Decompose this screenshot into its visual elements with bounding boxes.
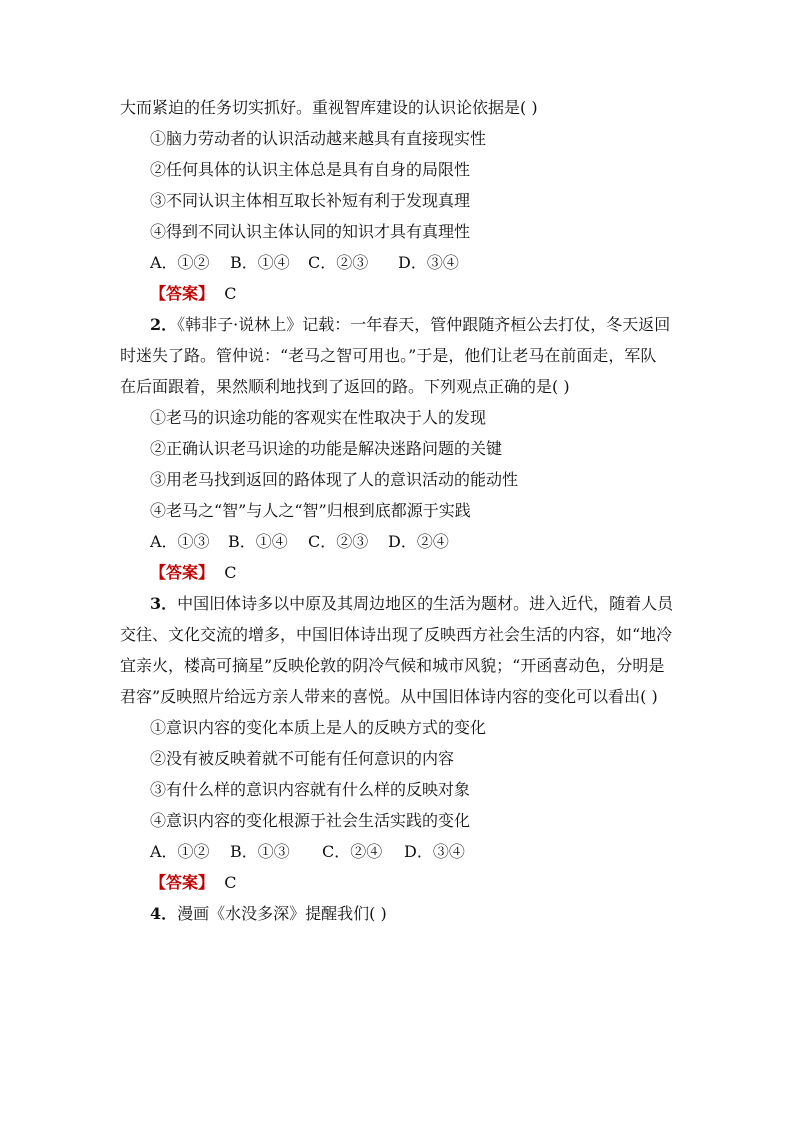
q4-number: 4． <box>150 904 178 923</box>
answer-label: 【答案】 <box>150 563 215 582</box>
q4-stem-text-1: 漫画《水没多深》提醒我们( ) <box>177 904 387 923</box>
q3-number: 3． <box>150 594 178 613</box>
q3-choice-d: D．③④ <box>404 842 465 861</box>
q3-choice-b: B．①③ <box>230 842 290 861</box>
q3-option-3: ③有什么样的意识内容就有什么样的反映对象 <box>150 780 471 799</box>
q2-answer <box>150 563 710 585</box>
q2-stem-text-1: 《韩非子·说林上》记载：一年春天，管仲跟随齐桓公去打仗，冬天返回 <box>177 315 671 334</box>
q2-stem-line-3: 在后面跟着，果然顺利地找到了返回的路。下列观点正确的是( ) <box>120 377 570 396</box>
q1-choices <box>150 253 710 275</box>
q4-stem-line-1 <box>150 904 710 926</box>
q1-answer-value: C <box>224 284 237 303</box>
q2-option-3: ③用老马找到返回的路体现了人的意识活动的能动性 <box>150 470 519 489</box>
q1-choice-c: C．②③ <box>308 253 369 272</box>
answer-label: 【答案】 <box>150 873 215 892</box>
q3-option-2: ②没有被反映着就不可能有任何意识的内容 <box>150 749 455 768</box>
q3-stem-line-4: 君容”反映照片给远方亲人带来的喜悦。从中国旧体诗内容的变化可以看出( ) <box>120 687 658 706</box>
q3-choice-a: A．①② <box>150 842 210 861</box>
q1-choice-a: A．①② <box>150 253 210 272</box>
q1-stem-line: 大而紧迫的任务切实抓好。重视智库建设的认识论依据是( ) <box>120 98 538 117</box>
answer-label: 【答案】 <box>150 284 215 303</box>
q1-option-2: ②任何具体的认识主体总是具有自身的局限性 <box>150 160 471 179</box>
q3-choices <box>150 842 710 864</box>
q3-stem-text-1: 中国旧体诗多以中原及其周边地区的生活为题材。进入近代，随着人员 <box>177 594 674 613</box>
q3-stem-line-1 <box>150 594 710 616</box>
q2-choices <box>150 532 710 554</box>
q2-option-1: ①老马的识途功能的客观实在性取决于人的发现 <box>150 408 487 427</box>
q1-option-4: ④得到不同认识主体认同的知识才具有真理性 <box>150 222 471 241</box>
q3-option-1: ①意识内容的变化本质上是人的反映方式的变化 <box>150 718 487 737</box>
q3-stem-line-3: 宜亲火，楼高可摘星”反映伦敦的阴冷气候和城市风貌；“开函喜动色，分明是 <box>120 656 665 675</box>
q2-choice-b: B．①④ <box>228 532 288 551</box>
q1-option-1: ①脑力劳动者的认识活动越来越具有直接现实性 <box>150 129 487 148</box>
q3-answer-value: C <box>224 873 237 892</box>
q2-choice-c: C．②③ <box>308 532 369 551</box>
q3-option-4: ④意识内容的变化根源于社会生活实践的变化 <box>150 811 471 830</box>
q1-choice-d: D．③④ <box>398 253 459 272</box>
q2-stem-line-1 <box>150 315 710 337</box>
q1-choice-b: B．①④ <box>230 253 290 272</box>
q1-answer <box>150 284 710 306</box>
q2-option-2: ②正确认识老马识途的功能是解决迷路问题的关键 <box>150 439 503 458</box>
q2-answer-value: C <box>224 563 237 582</box>
q1-option-3: ③不同认识主体相互取长补短有利于发现真理 <box>150 191 471 210</box>
q3-choice-c: C．②④ <box>322 842 383 861</box>
q2-stem-line-2: 时迷失了路。管仲说：“老马之智可用也。”于是，他们让老马在前面走，军队 <box>120 346 657 365</box>
q2-option-4: ④老马之“智”与人之“智”归根到底都源于实践 <box>150 501 471 520</box>
q2-number: 2． <box>150 315 178 334</box>
q2-choice-a: A．①③ <box>150 532 210 551</box>
q3-stem-line-2: 交往、文化交流的增多，中国旧体诗出现了反映西方社会生活的内容，如“地冷 <box>120 625 673 644</box>
q2-choice-d: D．②④ <box>388 532 449 551</box>
q3-answer <box>150 873 710 895</box>
